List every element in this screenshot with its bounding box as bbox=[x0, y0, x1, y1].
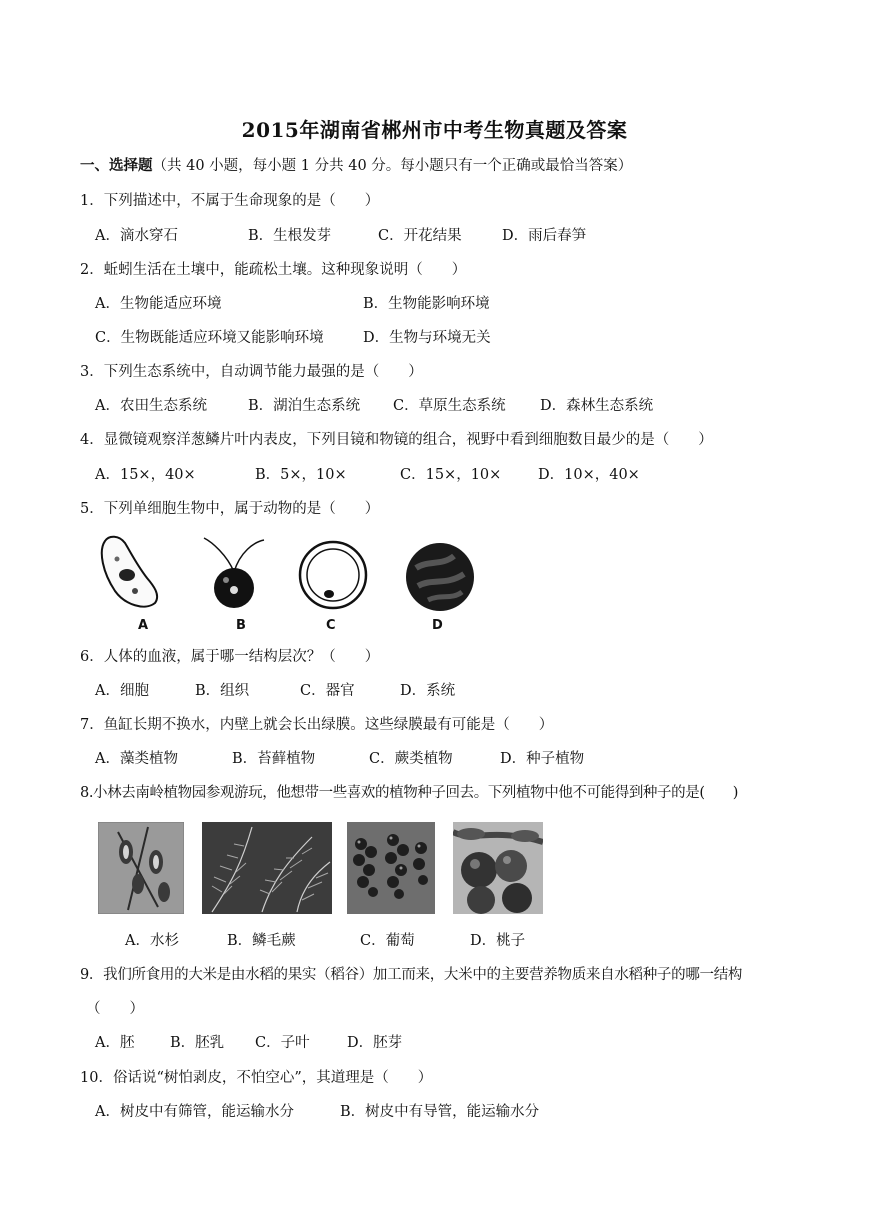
question-8-option-b: B．鳞毛蕨 bbox=[227, 933, 296, 949]
question-9-option-d: D．胚芽 bbox=[347, 1035, 403, 1051]
question-7-option-a: A．藻类植物 bbox=[95, 751, 178, 767]
question-6-stem: 6．人体的血液，属于哪一结构层次？（ ） bbox=[80, 649, 380, 665]
question-2-option-c: C．生物既能适应环境又能影响环境 bbox=[95, 330, 324, 346]
wood-fern-photo bbox=[202, 822, 332, 914]
figure-label-d: D bbox=[432, 618, 443, 633]
figure-label-c: C bbox=[326, 618, 336, 633]
question-7-stem: 7．鱼缸长期不换水，内壁上就会长出绿膜。这些绿膜最有可能是（ ） bbox=[80, 717, 554, 733]
question-6-option-a: A．细胞 bbox=[95, 683, 149, 699]
question-2-option-d: D．生物与环境无关 bbox=[363, 330, 491, 346]
grape-photo bbox=[347, 822, 435, 914]
question-1-option-d: D．雨后春笋 bbox=[502, 228, 587, 244]
question-4-option-b: B．5×，10× bbox=[255, 467, 347, 483]
question-1-stem: 1．下列描述中，不属于生命现象的是（ ） bbox=[80, 193, 380, 209]
question-9-option-c: C．子叶 bbox=[255, 1035, 310, 1051]
question-4-option-a: A．15×，40× bbox=[95, 467, 196, 483]
section-heading: 一、选择题 bbox=[80, 157, 153, 174]
question-10-option-b: B．树皮中有导管，能运输水分 bbox=[340, 1104, 540, 1120]
question-6-option-b: B．组织 bbox=[195, 683, 250, 699]
question-5-stem: 5．下列单细胞生物中，属于动物的是（ ） bbox=[80, 501, 380, 517]
organism-c-yeast-image bbox=[296, 538, 371, 613]
question-4-option-d: D．10×，40× bbox=[538, 467, 640, 483]
dawn-redwood-photo bbox=[98, 822, 184, 914]
question-10-option-a: A．树皮中有筛管，能运输水分 bbox=[95, 1104, 294, 1120]
organism-a-paramecium-image bbox=[95, 533, 180, 613]
document-title: 2015年湖南省郴州市中考生物真题及答案 bbox=[241, 118, 628, 142]
question-3-option-a: A．农田生态系统 bbox=[95, 398, 207, 414]
question-3-option-c: C．草原生态系统 bbox=[393, 398, 506, 414]
question-7-option-b: B．苔藓植物 bbox=[232, 751, 316, 767]
question-9-option-b: B．胚乳 bbox=[170, 1035, 225, 1051]
question-1-option-c: C．开花结果 bbox=[378, 228, 462, 244]
organism-d-bacterium-image bbox=[402, 538, 482, 616]
question-9-stem: 9．我们所食用的大米是由水稻的果实（稻谷）加工而来，大米中的主要营养物质来自水稻种子的哪一结构 bbox=[80, 967, 743, 983]
figure-label-b: B bbox=[236, 618, 246, 633]
question-9-answer-bracket: （ ） bbox=[86, 1001, 144, 1017]
question-2-stem: 2．蚯蚓生活在土壤中，能疏松土壤。这种现象说明（ ） bbox=[80, 262, 467, 278]
question-4-option-c: C．15×，10× bbox=[400, 467, 502, 483]
organism-b-chlamydomonas-image bbox=[192, 530, 277, 615]
question-8-option-c: C．葡萄 bbox=[360, 933, 415, 949]
question-9-option-a: A．胚 bbox=[95, 1035, 135, 1051]
question-8-stem: 8.小林去南岭植物园参观游玩，他想带一些喜欢的植物种子回去。下列植物中他不可能得到种子的是( ) bbox=[80, 785, 739, 801]
question-10-stem: 10．俗话说“树怕剥皮，不怕空心”，其道理是（ ） bbox=[80, 1070, 433, 1086]
question-8-option-d: D．桃子 bbox=[470, 933, 526, 949]
question-2-option-a: A．生物能适应环境 bbox=[95, 296, 222, 312]
question-6-option-d: D．系统 bbox=[400, 683, 456, 699]
question-8-option-a: A．水杉 bbox=[125, 933, 179, 949]
question-7-option-c: C．蕨类植物 bbox=[369, 751, 453, 767]
question-4-stem: 4．显微镜观察洋葱鳞片叶内表皮，下列目镜和物镜的组合，视野中看到细胞数目最少的是（ ） bbox=[80, 432, 713, 448]
question-2-option-b: B．生物能影响环境 bbox=[363, 296, 490, 312]
peach-photo bbox=[453, 822, 543, 914]
question-1-option-a: A．滴水穿石 bbox=[95, 228, 178, 244]
question-6-option-c: C．器官 bbox=[300, 683, 355, 699]
question-3-option-b: B．湖泊生态系统 bbox=[248, 398, 361, 414]
section-note: （共 40 小题，每小题 1 分共 40 分。每小题只有一个正确或最恰当答案） bbox=[152, 158, 633, 174]
section-header bbox=[80, 156, 632, 176]
question-1-option-b: B．生根发芽 bbox=[248, 228, 332, 244]
question-3-option-d: D．森林生态系统 bbox=[540, 398, 654, 414]
question-7-option-d: D．种子植物 bbox=[500, 751, 585, 767]
question-3-stem: 3．下列生态系统中，自动调节能力最强的是（ ） bbox=[80, 364, 423, 380]
figure-label-a: A bbox=[138, 618, 149, 633]
